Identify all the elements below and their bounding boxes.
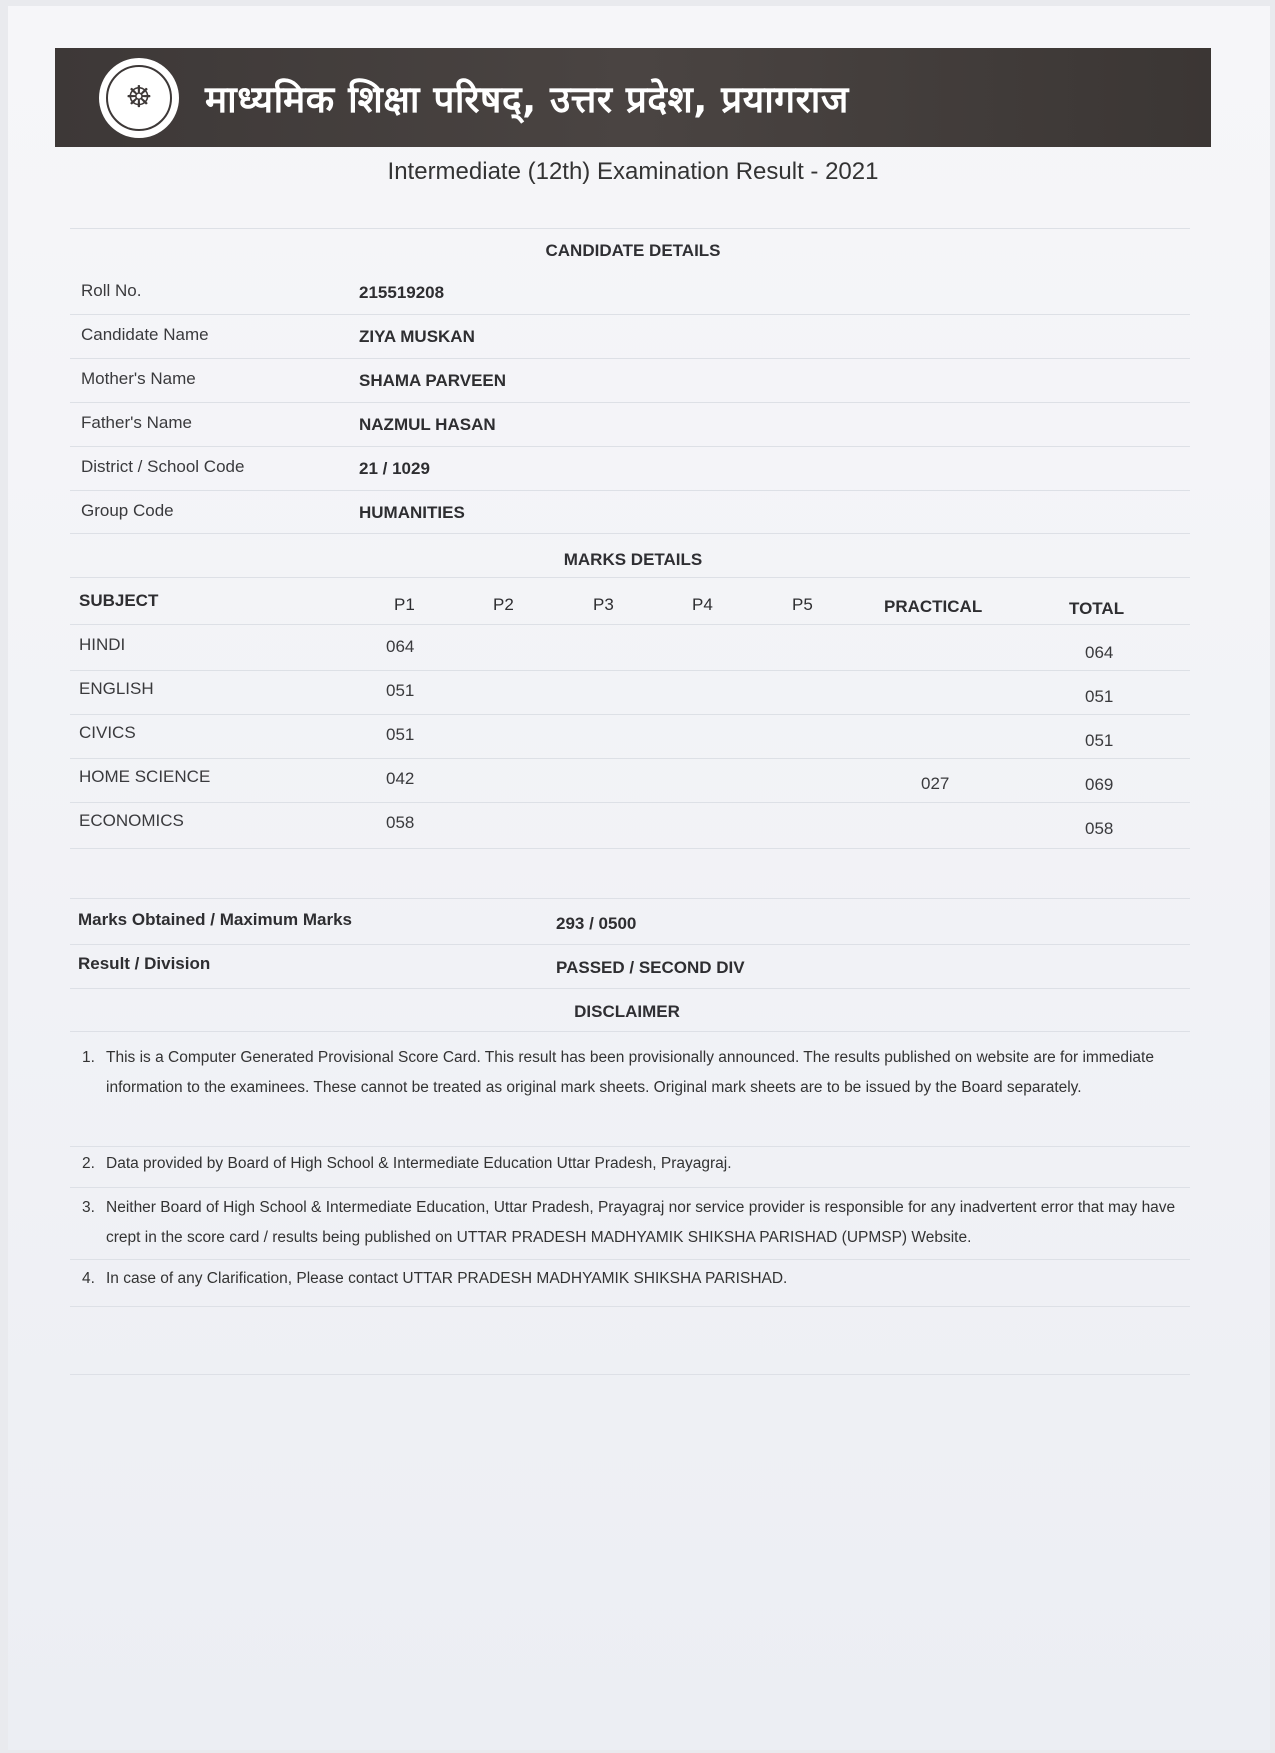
district-school-code-label: District / School Code	[81, 457, 245, 476]
divider	[70, 490, 1190, 491]
divider	[70, 670, 1190, 671]
p1-cell: 058	[386, 813, 415, 832]
divider	[70, 802, 1190, 803]
result-division-value: PASSED / SECOND DIV	[556, 958, 745, 977]
divider	[70, 624, 1190, 625]
divider	[70, 577, 1190, 578]
divider	[70, 1146, 1190, 1147]
divider	[70, 898, 1190, 899]
col-header-p2: P2	[493, 595, 514, 614]
divider	[70, 1031, 1190, 1032]
district-school-code-value: 21 / 1029	[359, 459, 430, 478]
p1-cell: 051	[386, 681, 415, 700]
header-banner	[55, 48, 1211, 147]
col-header-subject: SUBJECT	[79, 591, 159, 610]
candidate-details-heading: CANDIDATE DETAILS	[545, 241, 721, 260]
disclaimer-text: In case of any Clarification, Please contact UTTAR PRADESH MADHYAMIK SHIKSHA PARISHAD.	[106, 1270, 788, 1287]
divider	[70, 1187, 1190, 1188]
up-government-emblem-icon: ☸	[106, 65, 172, 131]
disclaimer-number: 1.	[82, 1049, 95, 1066]
col-header-p3: P3	[593, 595, 614, 614]
roll-no-label: Roll No.	[81, 281, 142, 300]
roll-no-value: 215519208	[359, 283, 445, 302]
candidate-name-value: ZIYA MUSKAN	[359, 327, 475, 346]
p1-cell: 051	[386, 725, 415, 744]
col-header-p4: P4	[692, 595, 713, 614]
practical-cell: 027	[921, 774, 950, 793]
disclaimer-item	[82, 1149, 1182, 1179]
disclaimer-heading: DISCLAIMER	[574, 1002, 680, 1021]
divider	[70, 1259, 1190, 1260]
disclaimer-text: Neither Board of High School & Intermediate Education, Uttar Pradesh, Prayagraj nor service provider is responsible for any inadvertent error that may have crept in the score card / results being published on UTTAR PRADESH MADHYAMIK SHIKSHA PARISHAD (UPMSP) Website.	[106, 1199, 1176, 1246]
marks-obtained-label: Marks Obtained / Maximum Marks	[78, 910, 352, 929]
total-cell: 051	[1085, 687, 1114, 706]
col-header-p1: P1	[394, 595, 415, 614]
father-name-value: NAZMUL HASAN	[359, 415, 496, 434]
candidate-name-label: Candidate Name	[81, 325, 209, 344]
disclaimer-number: 4.	[82, 1270, 95, 1287]
subject-cell: ECONOMICS	[79, 811, 184, 830]
divider	[70, 1306, 1190, 1307]
p1-cell: 064	[386, 637, 415, 656]
board-title: माध्यमिक शिक्षा परिषद्, उत्तर प्रदेश, प्रयागराज	[205, 78, 849, 121]
father-name-label: Father's Name	[81, 413, 192, 432]
disclaimer-text: This is a Computer Generated Provisional Score Card. This result has been provisionally announced. The results published on website are for immediate information to the examinees. These cannot be treated as original mark sheets. Original mark sheets are to be issued by the Board separately.	[106, 1049, 1154, 1096]
disclaimer-item	[82, 1043, 1182, 1103]
col-header-total: TOTAL	[1069, 599, 1125, 618]
col-header-practical: PRACTICAL	[884, 597, 983, 616]
disclaimer-item	[82, 1193, 1182, 1253]
group-code-value: HUMANITIES	[359, 503, 465, 522]
divider	[70, 314, 1190, 315]
total-cell: 069	[1085, 775, 1114, 794]
divider	[70, 848, 1190, 849]
divider	[70, 402, 1190, 403]
divider	[70, 533, 1190, 534]
total-cell: 051	[1085, 731, 1114, 750]
disclaimer-number: 3.	[82, 1199, 95, 1216]
divider	[70, 446, 1190, 447]
mother-name-label: Mother's Name	[81, 369, 196, 388]
marks-obtained-value: 293 / 0500	[556, 914, 637, 933]
divider	[70, 988, 1190, 989]
board-logo	[99, 58, 179, 138]
divider	[70, 228, 1190, 229]
result-sheet	[8, 6, 1270, 1750]
disclaimer-number: 2.	[82, 1155, 95, 1172]
disclaimer-item	[82, 1264, 1182, 1294]
divider	[70, 358, 1190, 359]
divider	[70, 758, 1190, 759]
divider	[70, 1374, 1190, 1375]
subject-cell: HOME SCIENCE	[79, 767, 211, 786]
marks-details-heading: MARKS DETAILS	[563, 550, 703, 569]
p1-cell: 042	[386, 769, 415, 788]
subject-cell: HINDI	[79, 635, 126, 654]
group-code-label: Group Code	[81, 501, 174, 520]
col-header-p5: P5	[792, 595, 813, 614]
disclaimer-text: Data provided by Board of High School & Intermediate Education Uttar Pradesh, Prayagraj.	[106, 1155, 732, 1172]
result-division-label: Result / Division	[78, 954, 211, 973]
total-cell: 058	[1085, 819, 1114, 838]
document-title: Intermediate (12th) Examination Result - 2021	[387, 158, 879, 185]
divider	[70, 944, 1190, 945]
total-cell: 064	[1085, 643, 1114, 662]
subject-cell: CIVICS	[79, 723, 136, 742]
divider	[70, 714, 1190, 715]
subject-cell: ENGLISH	[79, 679, 154, 698]
mother-name-value: SHAMA PARVEEN	[359, 371, 507, 390]
